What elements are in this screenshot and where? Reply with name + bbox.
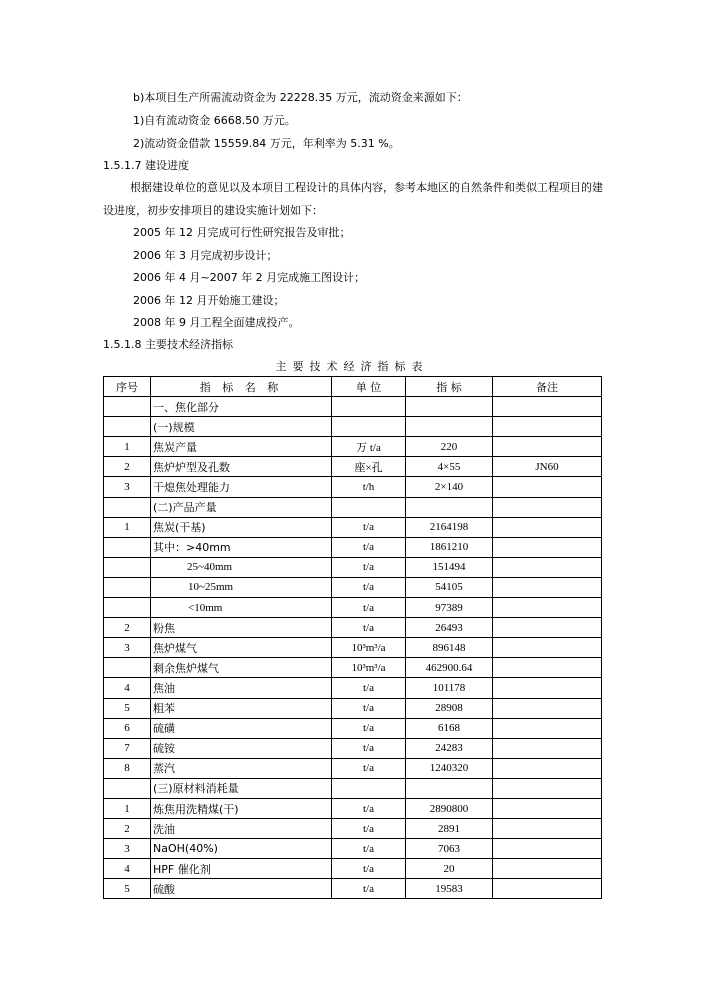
- cell-name: 焦炭(干基): [151, 517, 332, 537]
- cell-unit: [332, 417, 406, 437]
- table-header-row: [104, 377, 602, 397]
- cell-no: 1: [104, 437, 151, 457]
- schedule-item-5: 2008 年 9 月工程全面建成投产。: [133, 316, 300, 329]
- cell-no: [104, 598, 151, 618]
- cell-no: [104, 778, 151, 798]
- section-heading-indicators: 1.5.1.8 主要技术经济指标: [103, 338, 233, 351]
- cell-value: 2890800: [406, 798, 493, 818]
- table-caption: 主要技术经济指标表: [275, 360, 429, 373]
- table-row: [104, 537, 602, 557]
- cell-no: 3: [104, 839, 151, 859]
- cell-note: [493, 798, 602, 818]
- cell-value: 2×140: [406, 477, 493, 497]
- cell-no: 8: [104, 758, 151, 778]
- cell-unit: t/a: [332, 859, 406, 879]
- indicator-table: [103, 376, 602, 899]
- cell-no: 2: [104, 819, 151, 839]
- funding-line: b)本项目生产所需流动资金为 22228.35 万元，流动资金来源如下：: [133, 91, 468, 104]
- cell-value: 101178: [406, 678, 493, 698]
- cell-value: 1240320: [406, 758, 493, 778]
- cell-note: [493, 698, 602, 718]
- cell-note: [493, 497, 602, 517]
- cell-value: 26493: [406, 618, 493, 638]
- cell-name: NaOH(40%): [151, 839, 332, 859]
- cell-no: 7: [104, 738, 151, 758]
- cell-name: (一)规模: [151, 417, 332, 437]
- cell-unit: t/a: [332, 537, 406, 557]
- schedule-item-3: 2006 年 4 月~2007 年 2 月完成施工图设计；: [133, 271, 366, 284]
- cell-note: [493, 537, 602, 557]
- cell-no: 2: [104, 618, 151, 638]
- cell-unit: [332, 397, 406, 417]
- cell-value: 220: [406, 437, 493, 457]
- table-row: [104, 477, 602, 497]
- cell-name: 其中：>40mm: [151, 537, 332, 557]
- cell-no: 6: [104, 718, 151, 738]
- cell-unit: t/a: [332, 698, 406, 718]
- cell-no: 3: [104, 477, 151, 497]
- schedule-item-4: 2006 年 12 月开始施工建设；: [133, 294, 285, 307]
- table-row: [104, 417, 602, 437]
- cell-value: 54105: [406, 577, 493, 597]
- cell-no: 5: [104, 879, 151, 899]
- cell-no: [104, 577, 151, 597]
- cell-no: 4: [104, 678, 151, 698]
- cell-name: 一、焦化部分: [151, 397, 332, 417]
- cell-value: [406, 417, 493, 437]
- cell-unit: t/a: [332, 819, 406, 839]
- cell-value: 4×55: [406, 457, 493, 477]
- cell-unit: t/a: [332, 718, 406, 738]
- cell-note: [493, 417, 602, 437]
- cell-name: 粉焦: [151, 618, 332, 638]
- cell-unit: [332, 497, 406, 517]
- schedule-item-2: 2006 年 3 月完成初步设计；: [133, 249, 278, 262]
- loan-line: 2)流动资金借款 15559.84 万元，年利率为 5.31 %。: [133, 137, 400, 150]
- cell-name: 硫铵: [151, 738, 332, 758]
- cell-no: 5: [104, 698, 151, 718]
- cell-note: [493, 477, 602, 497]
- cell-note: [493, 839, 602, 859]
- cell-value: 7063: [406, 839, 493, 859]
- cell-no: [104, 557, 151, 577]
- cell-note: [493, 758, 602, 778]
- cell-note: [493, 598, 602, 618]
- cell-name: (三)原材料消耗量: [151, 778, 332, 798]
- cell-value: 24283: [406, 738, 493, 758]
- table-row: [104, 738, 602, 758]
- cell-name: 焦油: [151, 678, 332, 698]
- table-row: [104, 879, 602, 899]
- cell-no: 2: [104, 457, 151, 477]
- cell-note: [493, 819, 602, 839]
- cell-value: [406, 397, 493, 417]
- section-heading-schedule: 1.5.1.7 建设进度: [103, 159, 189, 172]
- cell-note: [493, 557, 602, 577]
- cell-unit: t/a: [332, 517, 406, 537]
- cell-value: 20: [406, 859, 493, 879]
- cell-note: JN60: [493, 457, 602, 477]
- cell-name: 粗苯: [151, 698, 332, 718]
- cell-unit: [332, 778, 406, 798]
- cell-unit: t/a: [332, 678, 406, 698]
- table-row: [104, 658, 602, 678]
- cell-no: [104, 537, 151, 557]
- cell-name: 干熄焦处理能力: [151, 477, 332, 497]
- table-row: [104, 718, 602, 738]
- cell-no: 4: [104, 859, 151, 879]
- cell-note: [493, 638, 602, 658]
- cell-note: [493, 718, 602, 738]
- cell-name: 25~40mm: [151, 557, 332, 577]
- cell-unit: 10³m³/a: [332, 658, 406, 678]
- table-row: [104, 678, 602, 698]
- cell-value: [406, 497, 493, 517]
- header-no: 序号: [104, 377, 151, 397]
- cell-no: [104, 497, 151, 517]
- cell-no: [104, 417, 151, 437]
- cell-name: 焦炭产量: [151, 437, 332, 457]
- table-row: [104, 497, 602, 517]
- cell-no: [104, 397, 151, 417]
- cell-name: 焦炉煤气: [151, 638, 332, 658]
- cell-name: 硫磺: [151, 718, 332, 738]
- cell-value: 151494: [406, 557, 493, 577]
- cell-unit: t/a: [332, 738, 406, 758]
- cell-value: 19583: [406, 879, 493, 899]
- table-row: [104, 859, 602, 879]
- table-row: [104, 517, 602, 537]
- cell-name: 炼焦用洗精煤(干): [151, 798, 332, 818]
- cell-note: [493, 397, 602, 417]
- header-name: 指 标 名 称: [151, 377, 332, 397]
- schedule-item-1: 2005 年 12 月完成可行性研究报告及审批；: [133, 226, 351, 239]
- schedule-paragraph: 根据建设单位的意见以及本项目工程设计的具体内容，参考本地区的自然条件和类似工程项目的建设进度，初步安排项目的建设实施计划如下：: [103, 181, 603, 217]
- cell-unit: t/a: [332, 557, 406, 577]
- cell-no: 1: [104, 517, 151, 537]
- cell-note: [493, 658, 602, 678]
- cell-note: [493, 517, 602, 537]
- cell-value: [406, 778, 493, 798]
- cell-unit: t/a: [332, 839, 406, 859]
- table-row: [104, 819, 602, 839]
- cell-value: 97389: [406, 598, 493, 618]
- table-row: [104, 557, 602, 577]
- cell-no: 1: [104, 798, 151, 818]
- cell-value: 896148: [406, 638, 493, 658]
- cell-value: 28908: [406, 698, 493, 718]
- cell-name: 蒸汽: [151, 758, 332, 778]
- cell-value: 2164198: [406, 517, 493, 537]
- cell-name: <10mm: [151, 598, 332, 618]
- cell-name: HPF 催化剂: [151, 859, 332, 879]
- cell-unit: t/a: [332, 798, 406, 818]
- cell-value: 6168: [406, 718, 493, 738]
- cell-unit: 10³m³/a: [332, 638, 406, 658]
- cell-name: 焦炉炉型及孔数: [151, 457, 332, 477]
- cell-note: [493, 738, 602, 758]
- header-unit: 单 位: [332, 377, 406, 397]
- table-row: [104, 457, 602, 477]
- cell-no: [104, 658, 151, 678]
- cell-note: [493, 879, 602, 899]
- cell-unit: 座×孔: [332, 457, 406, 477]
- table-row: [104, 698, 602, 718]
- table-row: [104, 839, 602, 859]
- table-row: [104, 598, 602, 618]
- header-value: 指 标: [406, 377, 493, 397]
- cell-unit: 万 t/a: [332, 437, 406, 457]
- table-row: [104, 638, 602, 658]
- cell-note: [493, 618, 602, 638]
- cell-name: 洗油: [151, 819, 332, 839]
- cell-note: [493, 859, 602, 879]
- cell-name: 剩余焦炉煤气: [151, 658, 332, 678]
- cell-value: 462900.64: [406, 658, 493, 678]
- cell-name: 10~25mm: [151, 577, 332, 597]
- cell-unit: t/a: [332, 879, 406, 899]
- cell-unit: t/a: [332, 598, 406, 618]
- cell-no: 3: [104, 638, 151, 658]
- table-row: [104, 577, 602, 597]
- cell-note: [493, 437, 602, 457]
- cell-note: [493, 678, 602, 698]
- cell-unit: t/h: [332, 477, 406, 497]
- table-row: [104, 618, 602, 638]
- own-funds-line: 1)自有流动资金 6668.50 万元。: [133, 114, 296, 127]
- cell-name: 硫酸: [151, 879, 332, 899]
- table-row: [104, 798, 602, 818]
- header-note: 备注: [493, 377, 602, 397]
- table-row: [104, 397, 602, 417]
- cell-value: 1861210: [406, 537, 493, 557]
- cell-unit: t/a: [332, 758, 406, 778]
- table-row: [104, 758, 602, 778]
- cell-value: 2891: [406, 819, 493, 839]
- cell-note: [493, 577, 602, 597]
- cell-note: [493, 778, 602, 798]
- cell-unit: t/a: [332, 618, 406, 638]
- table-row: [104, 437, 602, 457]
- cell-name: (二)产品产量: [151, 497, 332, 517]
- cell-unit: t/a: [332, 577, 406, 597]
- table-row: [104, 778, 602, 798]
